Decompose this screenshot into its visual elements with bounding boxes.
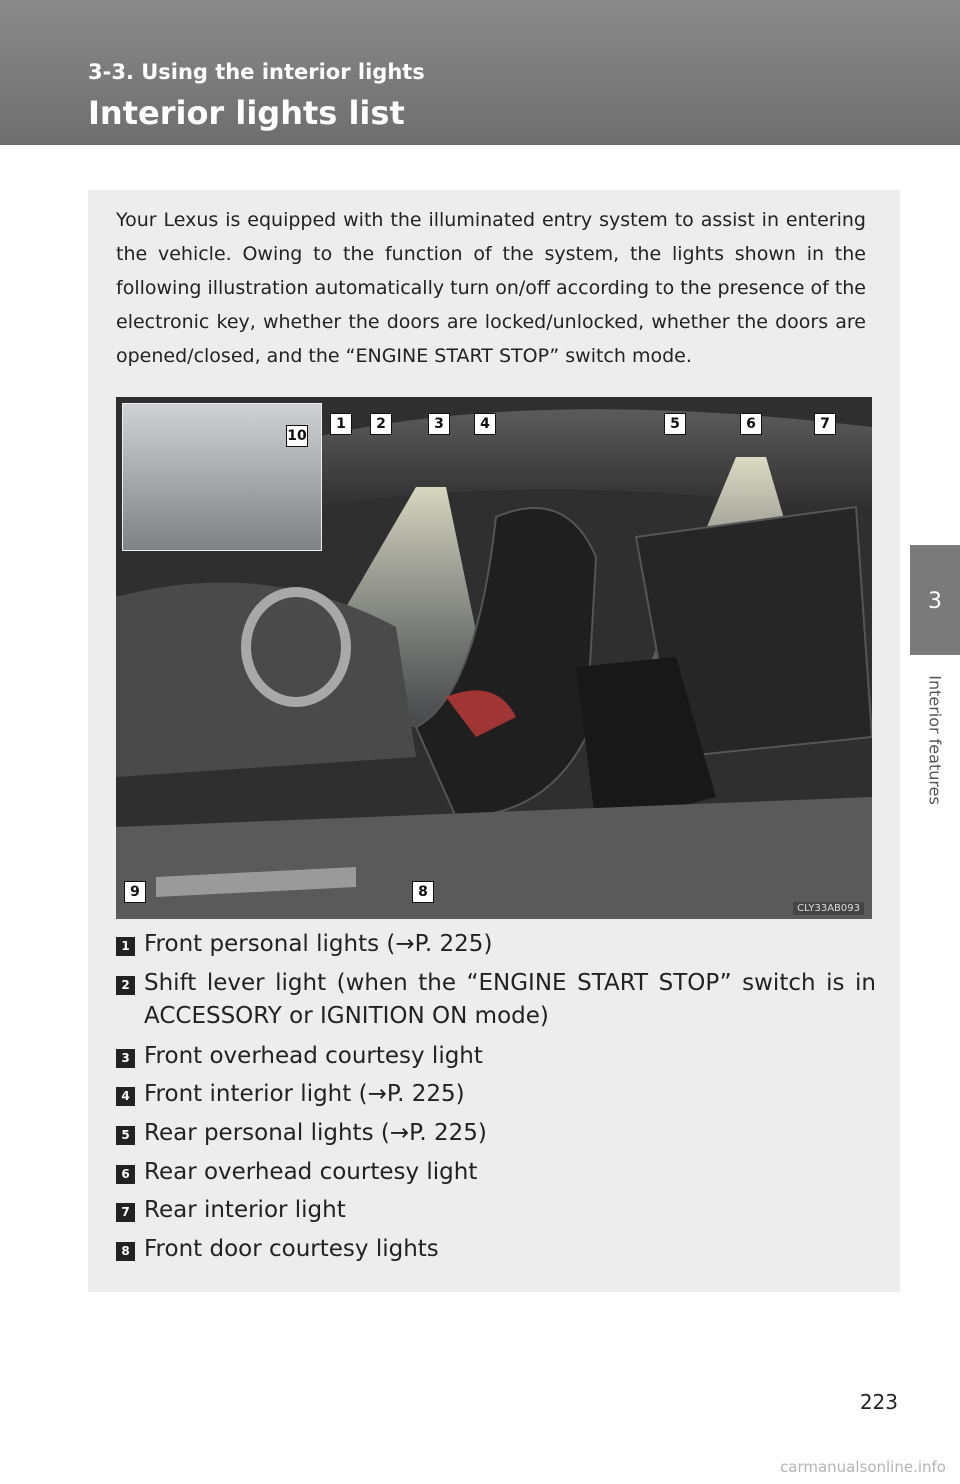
callout-2: 2 [370, 413, 392, 435]
item-marker: 4 [116, 1087, 135, 1106]
list-item [116, 1194, 876, 1227]
list-item [116, 1117, 876, 1150]
item-marker: 5 [116, 1126, 135, 1145]
item-marker: 2 [116, 976, 135, 995]
item-marker: 3 [116, 1049, 135, 1068]
list-item [116, 928, 876, 961]
callout-8: 8 [412, 881, 434, 903]
list-item [116, 1233, 876, 1266]
item-marker: 6 [116, 1165, 135, 1184]
item-text: Rear interior light [144, 1197, 346, 1223]
callout-9: 9 [124, 881, 146, 903]
item-text: Front door courtesy lights [144, 1236, 439, 1262]
item-text: Front overhead courtesy light [144, 1043, 483, 1069]
item-marker: 1 [116, 937, 135, 956]
list-item [116, 967, 876, 1033]
page-title: Interior lights list [88, 94, 405, 132]
interior-illustration [116, 397, 872, 919]
item-marker: 8 [116, 1242, 135, 1261]
callout-6: 6 [740, 413, 762, 435]
item-text: Front personal lights (→P. 225) [144, 931, 493, 957]
intro-paragraph: Your Lexus is equipped with the illuminated entry system to assist in entering the vehicle. Owing to the function of the system, the lights shown in the following illustration automatically turn on/off according to the presence of the electronic key, whether the doors are locked/unlocked, whether the doors are opened/closed, and the “ENGINE START STOP” switch mode. [116, 209, 866, 367]
figure-code: CLY33AB093 [793, 902, 864, 915]
chapter-number: 3 [928, 589, 942, 614]
chapter-label: Interior features [925, 675, 945, 805]
item-text: Shift lever light (when the “ENGINE START STOP” switch is in ACCESSORY or IGNITION ON mode) [144, 970, 876, 1029]
page-header [0, 0, 960, 145]
watermark: carmanualsonline.info [780, 1458, 946, 1476]
page-number: 223 [859, 1390, 898, 1414]
section-title: 3-3. Using the interior lights [88, 60, 425, 84]
item-text: Front interior light (→P. 225) [144, 1081, 465, 1107]
list-item [116, 1078, 876, 1111]
callout-1: 1 [330, 413, 352, 435]
callout-4: 4 [474, 413, 496, 435]
item-text: Rear personal lights (→P. 225) [144, 1120, 487, 1146]
item-text: Rear overhead courtesy light [144, 1159, 478, 1185]
list-item [116, 1040, 876, 1073]
callout-7: 7 [814, 413, 836, 435]
chapter-tab [910, 545, 960, 655]
item-marker: 7 [116, 1203, 135, 1222]
callout-5: 5 [664, 413, 686, 435]
callout-10: 10 [286, 425, 308, 447]
list-item [116, 1156, 876, 1189]
callout-3: 3 [428, 413, 450, 435]
